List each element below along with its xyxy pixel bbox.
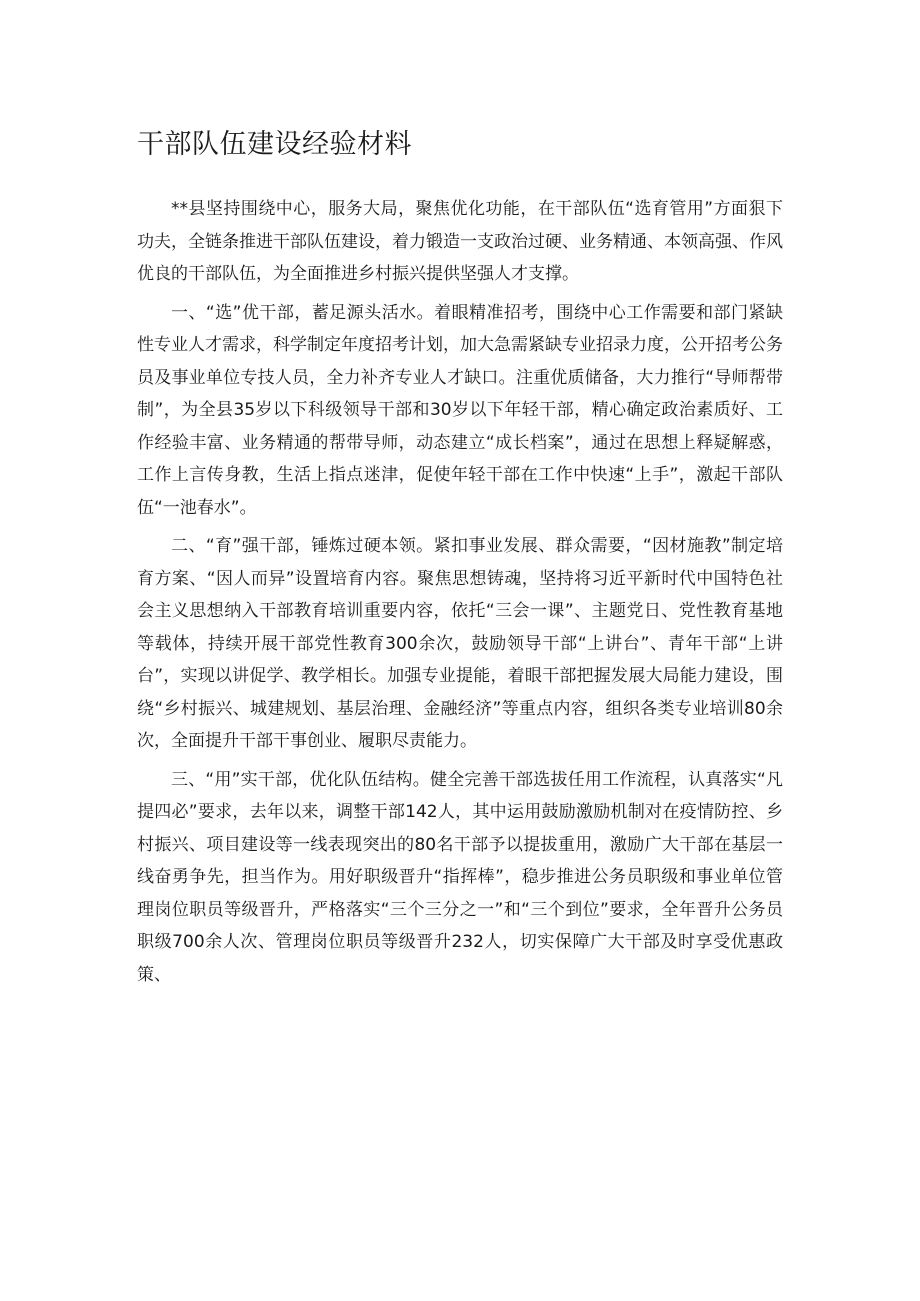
paragraph-intro: **县坚持围绕中心，服务大局，聚焦优化功能，在干部队伍“选育管用”方面狠下功夫，全链条推进干部队伍建设，着力锻造一支政治过硬、业务精通、本领高强、作风优良的干部队伍，为全面推进乡村振兴提供坚强人才支撑。	[137, 199, 783, 284]
document-body	[137, 193, 783, 991]
paragraph-use-cadres: 三、“用”实干部，优化队伍结构。健全完善干部选拔任用工作流程，认真落实“凡提四必”要求，去年以来，调整干部142人，其中运用鼓励激励机制对在疫情防控、乡村振兴、项目建设等一线表现突出的80名干部予以提拔重用，激励广大干部在基层一线奋勇争先，担当作为。用好职级晋升“指挥棒”，稳步推进公务员职级和事业单位管理岗位职员等级晋升，严格落实“三个三分之一”和“三个到位”要求，全年晋升公务员职级700余人次、管理岗位职员等级晋升232人，切实保障广大干部及时享受优惠政策、	[137, 769, 783, 985]
paragraph-select-cadres: 一、“选”优干部，蓄足源头活水。着眼精准招考，围绕中心工作需要和部门紧缺性专业人才需求，科学制定年度招考计划，加大急需紧缺专业招录力度，公开招考公务员及事业单位专技人员，全力补齐专业人才缺口。注重优质储备，大力推行“导师帮带制”，为全县35岁以下科级领导干部和30岁以下年轻干部，精心确定政治素质好、工作经验丰富、业务精通的帮带导师，动态建立“成长档案”，通过在思想上释疑解惑，工作上言传身教，生活上指点迷津，促使年轻干部在工作中快速“上手”，激起干部队伍“一池春水”。	[137, 302, 783, 518]
document-title: 干部队伍建设经验材料	[137, 129, 412, 160]
paragraph-train-cadres: 二、“育”强干部，锤炼过硬本领。紧扣事业发展、群众需要，“因材施教”制定培育方案、“因人而异”设置培育内容。聚焦思想铸魂，坚持将习近平新时代中国特色社会主义思想纳入干部教育培训重要内容，依托“三会一课”、主题党日、党性教育基地等载体，持续开展干部党性教育300余次，鼓励领导干部“上讲台”、青年干部“上讲台”，实现以讲促学、教学相长。加强专业提能，着眼干部把握发展大局能力建设，围绕“乡村振兴、城建规划、基层治理、金融经济”等重点内容，组织各类专业培训80余次，全面提升干部干事创业、履职尽责能力。	[137, 536, 783, 751]
